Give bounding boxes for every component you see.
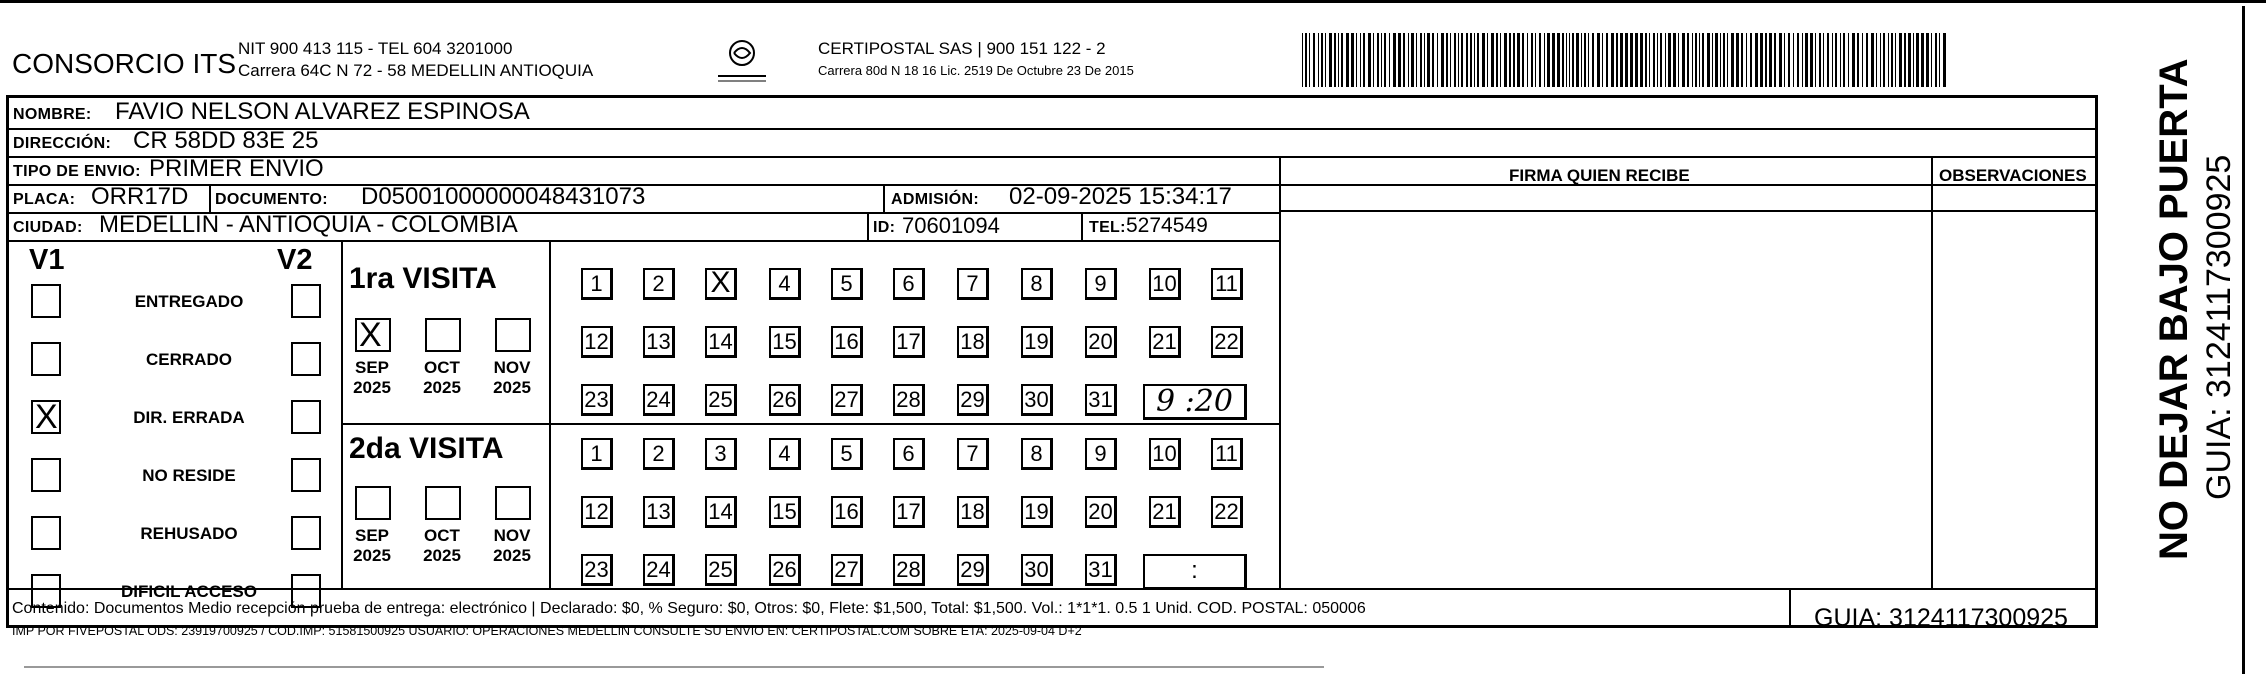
nit-line: NIT 900 413 115 - TEL 604 3201000 xyxy=(238,39,513,58)
delivery-form xyxy=(6,95,2098,628)
day-19[interactable]: 19 xyxy=(1021,496,1053,528)
month-checkbox-nov[interactable] xyxy=(495,486,531,520)
day-8[interactable]: 8 xyxy=(1021,438,1053,470)
month-name: OCT xyxy=(424,358,460,377)
day-15[interactable]: 15 xyxy=(769,496,801,528)
day-25[interactable]: 25 xyxy=(705,554,737,586)
nombre-label: NOMBRE: xyxy=(13,106,92,123)
day-17[interactable]: 17 xyxy=(893,496,925,528)
day-12[interactable]: 12 xyxy=(581,326,613,358)
footer-divider xyxy=(9,588,2095,590)
barcode xyxy=(1302,33,1948,87)
row-divider xyxy=(9,128,2095,130)
day-13[interactable]: 13 xyxy=(643,496,675,528)
month-checkbox-oct[interactable] xyxy=(425,318,461,352)
id-value: 70601094 xyxy=(902,213,1000,238)
day-28[interactable]: 28 xyxy=(893,554,925,586)
v2-header: V2 xyxy=(277,244,313,276)
col-divider xyxy=(1931,158,1933,588)
tel-label: TEL: xyxy=(1089,219,1126,236)
day-1[interactable]: 1 xyxy=(581,438,613,470)
id-label: ID: xyxy=(873,219,896,236)
time-field[interactable]: : xyxy=(1143,554,1247,590)
day-11[interactable]: 11 xyxy=(1211,438,1243,470)
firma-header: FIRMA QUIEN RECIBE xyxy=(1509,166,1690,185)
v1-checkbox-0[interactable] xyxy=(31,284,61,318)
side-warning: NO DEJAR BAJO PUERTA xyxy=(2152,58,2196,560)
months-divider xyxy=(549,240,551,588)
bottom-cut-line xyxy=(24,666,1324,668)
address-line: Carrera 64C N 72 - 58 MEDELLIN ANTIOQUIA xyxy=(238,61,594,80)
day-27[interactable]: 27 xyxy=(831,384,863,416)
footer-print-info: IMP POR FIVEPOSTAL ODS: 23919700925 / COD.IMP: 51581500925 USUARIO: OPERACIONES MEDELLIN CONSULTE SU ENVIO EN: CERTIPOSTAL.COM SOBRE ETA: 2025-09-04 D+2 xyxy=(12,624,1082,638)
day-6[interactable]: 6 xyxy=(893,438,925,470)
day-21[interactable]: 21 xyxy=(1149,326,1181,358)
field-divider xyxy=(867,212,869,240)
day-31[interactable]: 31 xyxy=(1085,554,1117,586)
day-22[interactable]: 22 xyxy=(1211,496,1243,528)
visita2-title: 2da VISITA xyxy=(349,432,504,465)
day-10[interactable]: 10 xyxy=(1149,268,1181,300)
time-field[interactable]: 9 :20 xyxy=(1143,384,1247,420)
day-3[interactable]: X xyxy=(705,268,737,300)
v1-checkbox-3[interactable] xyxy=(31,458,61,492)
day-9[interactable]: 9 xyxy=(1085,438,1117,470)
status-option-label: DIFICIL ACCESO xyxy=(120,582,257,601)
day-10[interactable]: 10 xyxy=(1149,438,1181,470)
cert-line2: Carrera 80d N 18 16 Lic. 2519 De Octubre 23 De 2015 xyxy=(818,63,1134,78)
status-option-label: REHUSADO xyxy=(140,524,238,543)
day-11[interactable]: 11 xyxy=(1211,268,1243,300)
day-23[interactable]: 23 xyxy=(581,554,613,586)
v2-checkbox-2[interactable] xyxy=(291,400,321,434)
day-9[interactable]: 9 xyxy=(1085,268,1117,300)
v1-header: V1 xyxy=(29,244,65,276)
day-30[interactable]: 30 xyxy=(1021,384,1053,416)
day-8[interactable]: 8 xyxy=(1021,268,1053,300)
day-19[interactable]: 19 xyxy=(1021,326,1053,358)
day-5[interactable]: 5 xyxy=(831,268,863,300)
month-label xyxy=(417,358,467,398)
nombre-value: FAVIO NELSON ALVAREZ ESPINOSA xyxy=(115,98,530,125)
direccion-label: DIRECCIÓN: xyxy=(13,135,112,152)
month-name: SEP xyxy=(354,526,390,545)
day-13[interactable]: 13 xyxy=(643,326,675,358)
v2-checkbox-1[interactable] xyxy=(291,342,321,376)
col-divider xyxy=(1279,158,1281,588)
day-21[interactable]: 21 xyxy=(1149,496,1181,528)
right-border xyxy=(2242,6,2245,674)
day-24[interactable]: 24 xyxy=(643,554,675,586)
day-16[interactable]: 16 xyxy=(831,496,863,528)
month-label xyxy=(347,358,397,398)
day-7[interactable]: 7 xyxy=(957,268,989,300)
month-year: 2025 xyxy=(493,378,531,397)
field-divider xyxy=(883,184,885,212)
day-1[interactable]: 1 xyxy=(581,268,613,300)
day-22[interactable]: 22 xyxy=(1211,326,1243,358)
day-28[interactable]: 28 xyxy=(893,384,925,416)
month-checkbox-oct[interactable] xyxy=(425,486,461,520)
day-31[interactable]: 31 xyxy=(1085,384,1117,416)
day-27[interactable]: 27 xyxy=(831,554,863,586)
v2-checkbox-0[interactable] xyxy=(291,284,321,318)
day-16[interactable]: 16 xyxy=(831,326,863,358)
day-30[interactable]: 30 xyxy=(1021,554,1053,586)
placa-label: PLACA: xyxy=(13,191,76,208)
day-4[interactable]: 4 xyxy=(769,268,801,300)
day-7[interactable]: 7 xyxy=(957,438,989,470)
month-checkbox-nov[interactable] xyxy=(495,318,531,352)
month-checkbox-sep[interactable] xyxy=(355,486,391,520)
status-option-label: CERRADO xyxy=(146,350,232,369)
side-guia: GUIA: 3124117300925 xyxy=(2200,154,2238,500)
day-18[interactable]: 18 xyxy=(957,326,989,358)
column-header-divider xyxy=(1279,210,2095,212)
field-divider xyxy=(209,184,211,212)
day-25[interactable]: 25 xyxy=(705,384,737,416)
placa-value: ORR17D xyxy=(91,183,189,210)
row-divider xyxy=(9,240,1279,242)
visita1-title: 1ra VISITA xyxy=(349,262,497,295)
admision-label: ADMISIÓN: xyxy=(891,191,980,208)
month-year: 2025 xyxy=(353,546,391,565)
day-20[interactable]: 20 xyxy=(1085,496,1117,528)
month-year: 2025 xyxy=(493,546,531,565)
day-14[interactable]: 14 xyxy=(705,496,737,528)
direccion-value: CR 58DD 83E 25 xyxy=(133,127,319,154)
status-divider xyxy=(341,240,343,588)
day-24[interactable]: 24 xyxy=(643,384,675,416)
tipo-value: PRIMER ENVIO xyxy=(149,155,324,182)
admision-value: 02-09-2025 15:34:17 xyxy=(1009,183,1232,210)
month-checkbox-sep[interactable] xyxy=(355,318,391,352)
month-year: 2025 xyxy=(423,546,461,565)
month-name: NOV xyxy=(493,358,531,377)
day-2[interactable]: 2 xyxy=(643,438,675,470)
v1-checkbox-2[interactable] xyxy=(31,400,61,434)
month-name: OCT xyxy=(424,526,460,545)
field-divider xyxy=(1081,212,1083,240)
day-17[interactable]: 17 xyxy=(893,326,925,358)
ciudad-value: MEDELLIN - ANTIOQUIA - COLOMBIA xyxy=(99,211,518,238)
day-5[interactable]: 5 xyxy=(831,438,863,470)
v2-checkbox-3[interactable] xyxy=(291,458,321,492)
month-name: SEP xyxy=(354,358,390,377)
day-15[interactable]: 15 xyxy=(769,326,801,358)
v2-checkbox-4[interactable] xyxy=(291,516,321,550)
tel-value: 5274549 xyxy=(1126,214,1208,237)
day-12[interactable]: 12 xyxy=(581,496,613,528)
visit-divider xyxy=(341,423,1279,425)
guia-number: GUIA: 3124117300925 xyxy=(1814,604,2068,632)
month-label xyxy=(487,358,537,398)
day-23[interactable]: 23 xyxy=(581,384,613,416)
month-year: 2025 xyxy=(353,378,391,397)
day-2[interactable]: 2 xyxy=(643,268,675,300)
status-option-label: DIR. ERRADA xyxy=(133,408,245,427)
day-18[interactable]: 18 xyxy=(957,496,989,528)
day-20[interactable]: 20 xyxy=(1085,326,1117,358)
top-border xyxy=(0,0,2266,3)
company-name: CONSORCIO ITS xyxy=(12,48,237,79)
status-option-label: NO RESIDE xyxy=(142,466,236,485)
day-29[interactable]: 29 xyxy=(957,554,989,586)
month-year: 2025 xyxy=(423,378,461,397)
certipostal-seal-logo xyxy=(712,36,772,86)
month-label xyxy=(347,526,397,566)
day-3[interactable]: 3 xyxy=(705,438,737,470)
status-option-label: ENTREGADO xyxy=(134,292,244,311)
day-6[interactable]: 6 xyxy=(893,268,925,300)
day-29[interactable]: 29 xyxy=(957,384,989,416)
documento-label: DOCUMENTO: xyxy=(215,191,328,208)
documento-value: D05001000000048431073 xyxy=(361,183,646,210)
footer-contents: Contenido: Documentos Medio recepción prueba de entrega: electrónico | Declarado: $0, % Seguro: $0, Otros: $0, Flete: $1,500, Total: $1,500. Vol.: 1*1*1. 0.5 1 Unid. COD. POSTAL: 050006 xyxy=(12,600,1366,617)
cert-line1: CERTIPOSTAL SAS | 900 151 122 - 2 xyxy=(818,39,1106,58)
observaciones-header: OBSERVACIONES xyxy=(1939,166,2087,185)
day-14[interactable]: 14 xyxy=(705,326,737,358)
day-26[interactable]: 26 xyxy=(769,554,801,586)
month-name: NOV xyxy=(493,526,531,545)
tipo-label: TIPO DE ENVIO: xyxy=(13,163,141,180)
ciudad-label: CIUDAD: xyxy=(13,219,83,236)
month-label xyxy=(487,526,537,566)
v1-checkbox-4[interactable] xyxy=(31,516,61,550)
month-label xyxy=(417,526,467,566)
certipostal-info xyxy=(818,38,1134,82)
day-26[interactable]: 26 xyxy=(769,384,801,416)
company-contact xyxy=(238,38,593,82)
day-4[interactable]: 4 xyxy=(769,438,801,470)
v1-checkbox-1[interactable] xyxy=(31,342,61,376)
